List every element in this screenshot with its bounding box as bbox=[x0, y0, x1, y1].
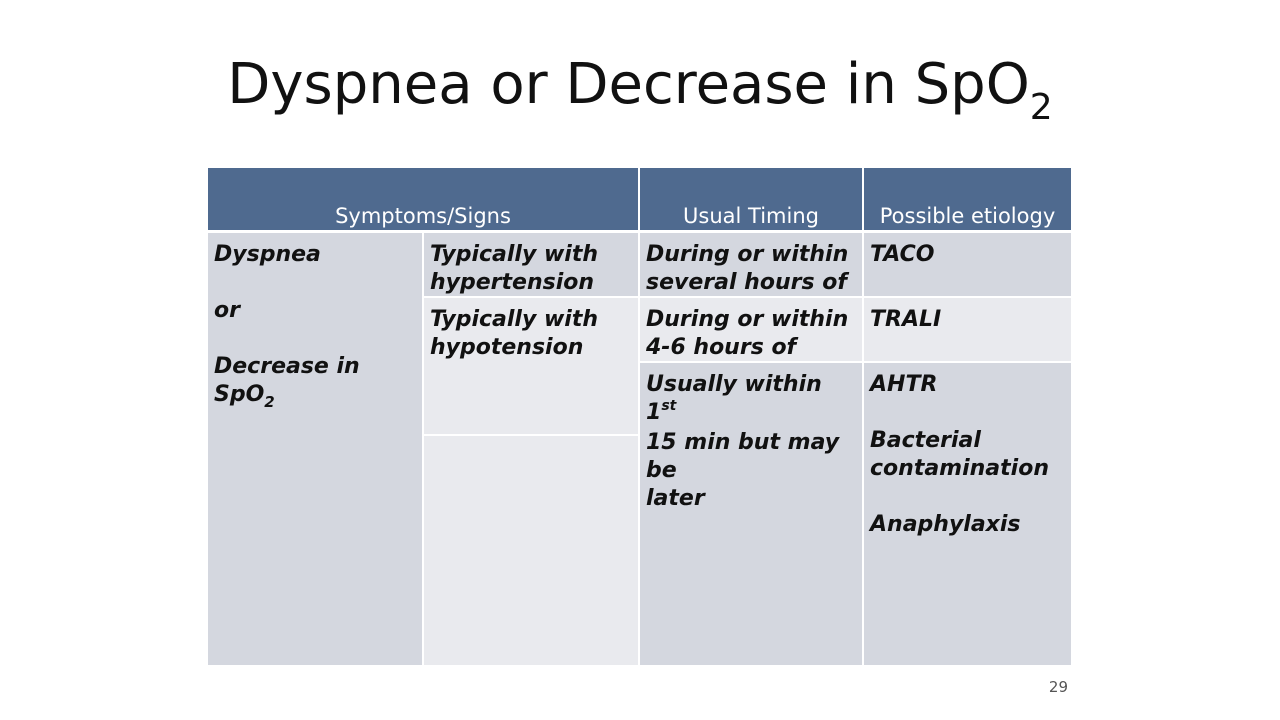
title-subscript: 2 bbox=[1029, 87, 1053, 128]
sign-cell-hypotension: Typically with hypotension bbox=[424, 298, 638, 434]
timing-cell-1: During or within several hours of bbox=[640, 233, 862, 296]
timing-cell-2: During or within 4-6 hours of bbox=[640, 298, 862, 361]
sign-cell-hypertension: Typically with hypertension bbox=[424, 233, 638, 296]
slide-number: 29 bbox=[1048, 678, 1068, 696]
slide-title bbox=[0, 52, 1280, 128]
etiology-cell-trali: TRALI bbox=[864, 298, 1071, 361]
etiology-contamination: contamination bbox=[870, 456, 1049, 481]
etiology-anaphylaxis: Anaphylaxis bbox=[870, 512, 1021, 537]
header-possible-etiology: Possible etiology bbox=[864, 168, 1071, 230]
etiology-bacterial: Bacterial bbox=[870, 428, 981, 453]
etiology-ahtr: AHTR bbox=[870, 372, 938, 397]
symptom-dyspnea: Dyspnea bbox=[214, 242, 321, 267]
header-symptoms-signs: Symptoms/Signs bbox=[208, 168, 638, 230]
sign-cell-empty bbox=[424, 436, 638, 665]
etiology-cell-taco: TACO bbox=[864, 233, 1071, 296]
etiology-cell-ahtr bbox=[864, 363, 1071, 665]
symptom-or: or bbox=[214, 298, 240, 323]
symptom-decrease-spo2: Decrease in SpO$_2$ bbox=[214, 354, 360, 411]
header-usual-timing: Usual Timing bbox=[640, 168, 862, 230]
title-text: Dyspnea or Decrease in SpO bbox=[227, 52, 1030, 117]
symptom-cell bbox=[208, 233, 422, 665]
timing-cell-3: Usually within 1st 15 min but may be later bbox=[640, 363, 862, 665]
